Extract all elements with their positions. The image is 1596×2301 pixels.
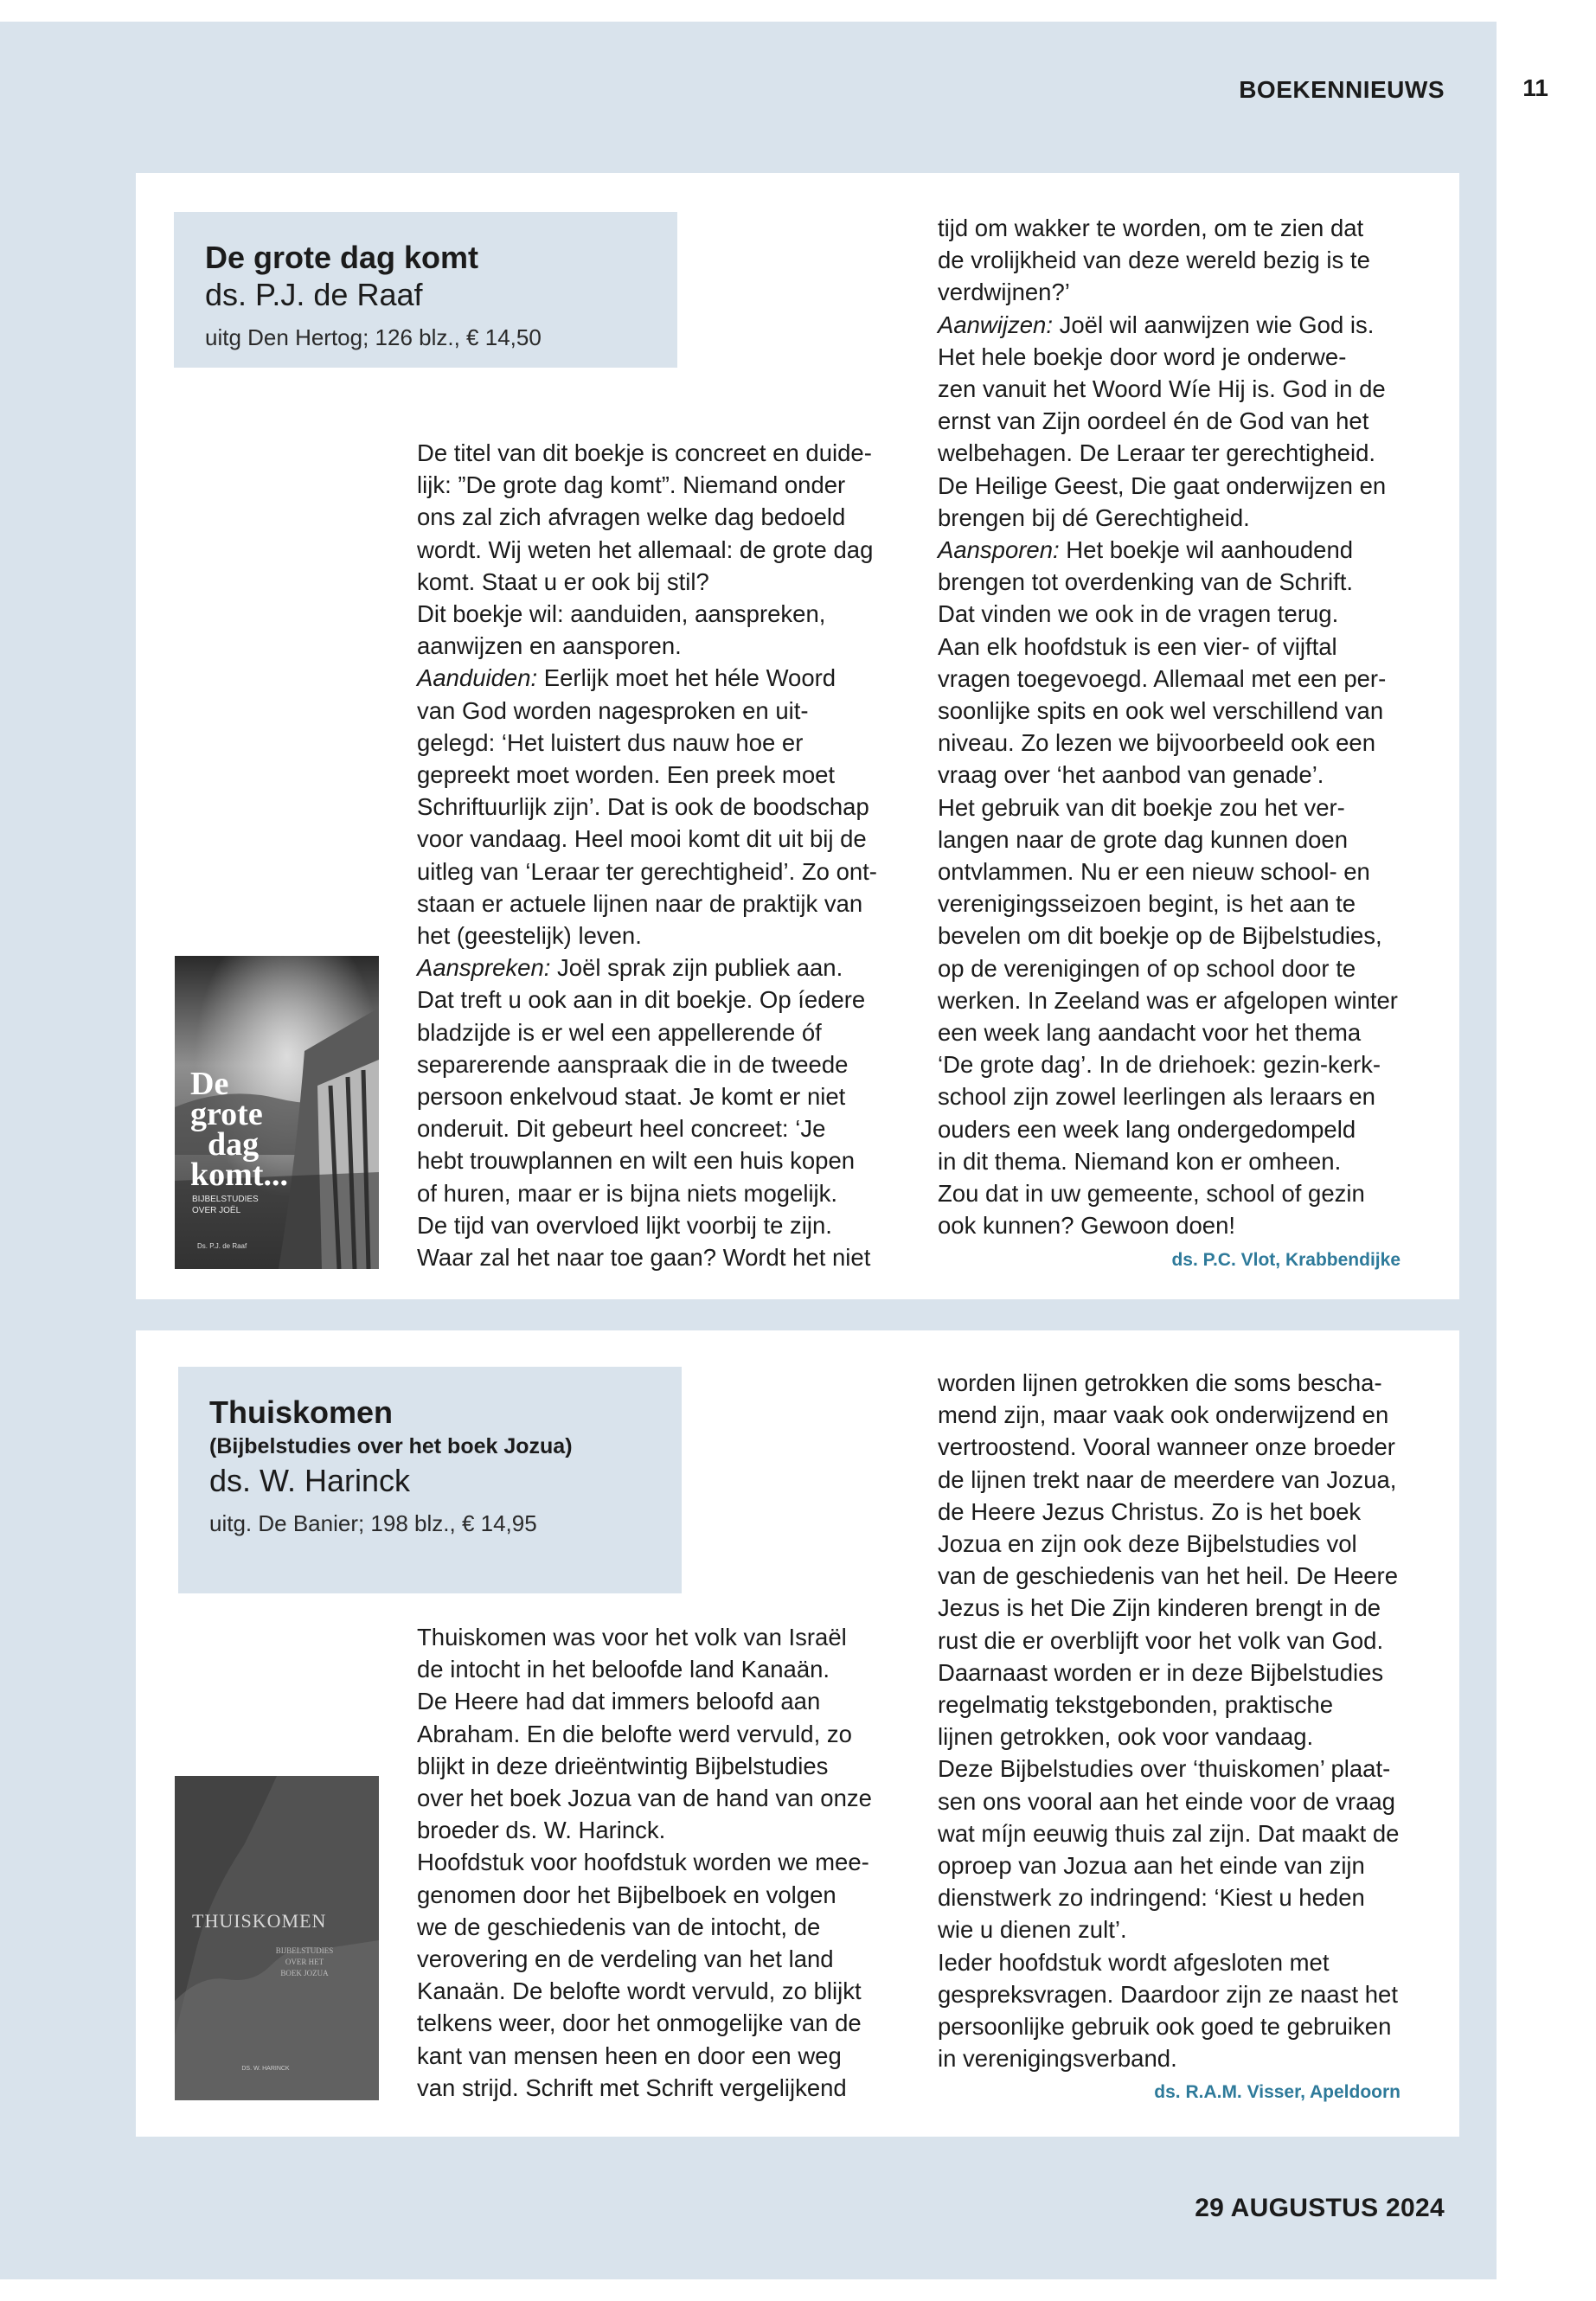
text-line: Schriftuurlijk zijn’. Dat is ook de boodschap	[417, 793, 869, 821]
text-line: persoonlijke gebruik ook goed te gebruiken	[938, 2013, 1392, 2041]
text-line: ons zal zich afvragen welke dag bedoeld	[417, 503, 846, 531]
text-line: Jozua en zijn ook deze Bijbelstudies vol	[938, 1530, 1357, 1558]
review-2-column-right	[938, 1367, 1439, 2106]
text-line: bladzijde is er wel een appellerende óf	[417, 1018, 822, 1046]
text-line: De titel van dit boekje is concreet en duide-	[417, 439, 872, 466]
text-line: van strijd. Schrift met Schrift vergelijkend	[417, 2073, 847, 2101]
cover-subtitle-line-2: OVER HET	[285, 1958, 324, 1966]
text-line: Jezus is het Die Zijn kinderen brengt in de	[938, 1594, 1381, 1622]
text-line: lijk: ”De grote dag komt”. Niemand onder	[417, 471, 846, 499]
text-line: in dit thema. Niemand kon er omheen.	[938, 1147, 1342, 1175]
text-line: worden lijnen getrokken die soms bescha-	[938, 1369, 1382, 1396]
book-author: ds. P.J. de Raaf	[205, 277, 423, 312]
text-line: Waar zal het naar toe gaan? Wordt het niet	[417, 1244, 871, 1272]
label-aanwijzen: Aanwijzen:	[938, 311, 1053, 338]
reviewer-signature: ds. P.C. Vlot, Krabbendijke	[1171, 1249, 1401, 1270]
text-line: Zou dat in uw gemeente, school of gezin	[938, 1180, 1365, 1208]
text-line: aanwijzen en aansporen.	[417, 632, 682, 660]
text-line: soonlijke spits en ook wel verschillend van	[938, 697, 1384, 725]
text-line: Ieder hoofdstuk wordt afgesloten met	[938, 1948, 1330, 1976]
issue-date: 29 AUGUSTUS 2024	[1195, 2194, 1445, 2222]
text-line: Dat vinden we ook in de vragen terug.	[938, 600, 1339, 628]
text-line: van de geschiedenis van het heil. De Heere	[938, 1562, 1399, 1590]
text-line: mend zijn, maar vaak ook onderwijzend en	[938, 1401, 1389, 1429]
text-line: welbehagen. De Leraar ter gerechtigheid.	[938, 439, 1376, 467]
text-line: Het gebruik van dit boekje zou het ver-	[938, 793, 1345, 821]
section-label: BOEKENNIEUWS	[1239, 76, 1445, 103]
text-line: dienstwerk zo indringend: ‘Kiest u heden	[938, 1884, 1365, 1912]
cover-subtitle-line-3: BOEK JOZUA	[280, 1969, 329, 1977]
page-number: 11	[1522, 74, 1548, 101]
text-line: verdwijnen?’	[938, 279, 1070, 306]
text-line: Aansporen: Het boekje wil aanhoudend	[938, 536, 1354, 564]
text-line: brengen tot overdenking van de Schrift.	[938, 568, 1354, 596]
text-line: staan er actuele lijnen naar de praktijk van	[417, 889, 863, 917]
reviewer-signature: ds. R.A.M. Visser, Apeldoorn	[1154, 2082, 1401, 2103]
book-author: ds. W. Harinck	[209, 1463, 411, 1498]
text-line: broeder ds. W. Harinck.	[417, 1817, 666, 1844]
text-line: vertroostend. Vooral wanneer onze broeder	[938, 1433, 1395, 1461]
cover-subtitle-line-1: BIJBELSTUDIES	[275, 1946, 334, 1955]
text-line: over het boek Jozua van de hand van onze	[417, 1785, 872, 1812]
cover-title-line-1: De	[190, 1066, 229, 1102]
text-line: vragen toegevoegd. Allemaal met een per-	[938, 664, 1387, 692]
text-line: De Heilige Geest, Die gaat onderwijzen en	[938, 471, 1387, 499]
text-line: zen vanuit het Woord Wíe Hij is. God in de	[938, 375, 1386, 403]
text-line: gespreksvragen. Daardoor zijn ze naast het	[938, 1980, 1398, 2008]
text-line: wat míjn eeuwig thuis zal zijn. Dat maakt de	[938, 1819, 1400, 1847]
book-title: Thuiskomen	[209, 1394, 394, 1430]
text-line: school zijn zowel leerlingen als leraars en	[938, 1083, 1375, 1111]
cover-subtitle-line-1: BIJBELSTUDIES	[192, 1195, 259, 1204]
cover-title-line-2: grote	[190, 1096, 263, 1132]
book-subtitle: (Bijbelstudies over het boek Jozua)	[209, 1434, 573, 1458]
text-line: Aan elk hoofdstuk is een vier- of vijftal	[938, 632, 1337, 660]
text-line: bevelen om dit boekje op de Bijbelstudies,	[938, 922, 1382, 950]
book-publisher: uitg. De Banier; 198 blz., € 14,95	[209, 1510, 537, 1536]
book-cover-1	[175, 956, 379, 1269]
text-line: gepreekt moet worden. Een preek moet	[417, 761, 836, 789]
text-line: blijkt in deze drieëntwintig Bijbelstudies	[417, 1752, 829, 1779]
text-line: vraag over ‘het aanbod van genade’.	[938, 761, 1324, 789]
text-line: separerende aanspraak die in de tweede	[417, 1050, 849, 1078]
book-cover-2	[175, 1776, 379, 2100]
text-line: Daarnaast worden er in deze Bijbelstudies	[938, 1658, 1384, 1686]
text-line: of huren, maar er is bijna niets mogelijk.	[417, 1179, 838, 1207]
text-line: oproep van Jozua aan het einde van zijn	[938, 1852, 1365, 1880]
text-line: verenigingsseizoen begint, is het aan te	[938, 890, 1356, 918]
text-line: uitleg van ‘Leraar ter gerechtigheid’. Zo ont-	[417, 857, 877, 885]
text-line: Aanwijzen: Joël wil aanwijzen wie God is.	[938, 311, 1375, 338]
review-2-column-left	[417, 1621, 910, 2104]
text-line: De tijd van overvloed lijkt voorbij te zijn.	[417, 1211, 832, 1239]
text-line: ontvlammen. Nu er een nieuw school- en	[938, 858, 1370, 886]
text-line: werken. In Zeeland was er afgelopen winter	[938, 986, 1398, 1014]
text-line: de intocht in het beloofde land Kanaän.	[417, 1656, 830, 1683]
text-line: op de verenigingen of op school door te	[938, 954, 1356, 982]
text-line: we de geschiedenis van de intocht, de	[417, 1913, 821, 1940]
text-line: Het hele boekje door word je onderwe-	[938, 343, 1347, 370]
text-line: de lijnen trekt naar de meerdere van Jozua,	[938, 1465, 1397, 1493]
book-header-1	[174, 212, 677, 368]
text-line: een week lang aandacht voor het thema	[938, 1019, 1362, 1047]
text-line: komt. Staat u er ook bij stil?	[417, 567, 709, 595]
text-line: in verenigingsverband.	[938, 2045, 1177, 2073]
text-line: Aanspreken: Joël sprak zijn publiek aan.	[417, 954, 843, 982]
text-line: verovering en de verdeling van het land	[417, 1945, 834, 1973]
label-aansporen: Aansporen:	[938, 536, 1060, 564]
text-line: Kanaän. De belofte wordt vervuld, zo blijkt	[417, 1977, 862, 2005]
text-line: lijnen getrokken, ook voor vandaag.	[938, 1723, 1314, 1751]
review-1-column-right	[938, 212, 1439, 1273]
text-line: genomen door het Bijbelboek en volgen	[417, 1881, 836, 1908]
book-publisher: uitg Den Hertog; 126 blz., € 14,50	[205, 324, 542, 350]
text-line: kant van mensen heen en door een weg	[417, 2041, 842, 2069]
text-line: de vrolijkheid van deze wereld bezig is te	[938, 247, 1370, 274]
cover-subtitle-line-2: OVER JOËL	[192, 1206, 241, 1215]
text-line: telkens weer, door het onmogelijke van de	[417, 2009, 862, 2037]
cover-title-line-3: dag	[208, 1126, 260, 1163]
text-line: Thuiskomen was voor het volk van Israël	[417, 1624, 847, 1650]
text-line: persoon enkelvoud staat. Je komt er niet	[417, 1083, 846, 1111]
text-line: ‘De grote dag’. In de driehoek: gezin-kerk-	[938, 1051, 1381, 1079]
cover-author: DS. W. HARINCK	[241, 2066, 290, 2072]
review-card-1	[136, 173, 1459, 1299]
text-line: regelmatig tekstgebonden, praktische	[938, 1691, 1334, 1719]
text-line: brengen bij dé Gerechtigheid.	[938, 503, 1250, 531]
cover-title: THUISKOMEN	[192, 1910, 327, 1932]
book-title: De grote dag komt	[205, 240, 479, 275]
text-line: gelegd: ‘Het luistert dus nauw hoe er	[417, 728, 804, 756]
text-line: Dat treft u ook aan in dit boekje. Op íedere	[417, 986, 866, 1014]
text-line: Deze Bijbelstudies over ‘thuiskomen’ plaat-	[938, 1755, 1391, 1783]
text-line: de Heere Jezus Christus. Zo is het boek	[938, 1497, 1362, 1525]
text-line: tijd om wakker te worden, om te zien dat	[938, 215, 1364, 241]
cover-title-line-4: komt...	[190, 1157, 288, 1193]
text-line: wordt. Wij weten het allemaal: de grote dag	[417, 535, 874, 563]
label-aanduiden: Aanduiden:	[417, 664, 538, 692]
text-line: Dit boekje wil: aanduiden, aanspreken,	[417, 600, 826, 628]
text-line: sen ons vooral aan het einde voor de vraag	[938, 1787, 1395, 1815]
book-header-2	[178, 1367, 682, 1593]
text-line: voor vandaag. Heel mooi komt dit uit bij de	[417, 825, 867, 853]
text-line: ook kunnen? Gewoon doen!	[938, 1212, 1236, 1240]
label-aanspreken: Aanspreken:	[417, 954, 551, 982]
text-line: Abraham. En die belofte werd vervuld, zo	[417, 1720, 852, 1747]
review-1-column-left	[417, 437, 910, 1273]
text-line: ernst van Zijn oordeel én de God van het	[938, 407, 1369, 435]
text-line: Aanduiden: Eerlijk moet het héle Woord	[417, 664, 836, 692]
cover-author: Ds. P.J. de Raaf	[197, 1242, 247, 1250]
text-line: hebt trouwplannen en wilt een huis kopen	[417, 1147, 856, 1175]
text-line: niveau. Zo lezen we bijvoorbeeld ook een	[938, 729, 1376, 757]
text-line: Hoofdstuk voor hoofdstuk worden we mee-	[417, 1849, 869, 1876]
text-line: ouders een week lang ondergedompeld	[938, 1115, 1356, 1143]
text-line: rust die er overblijft voor het volk van God.	[938, 1626, 1384, 1654]
text-line: het (geestelijk) leven.	[417, 922, 642, 950]
text-line: wie u dienen zult’.	[938, 1916, 1127, 1944]
text-line: langen naar de grote dag kunnen doen	[938, 825, 1349, 853]
review-card-2	[136, 1330, 1459, 2137]
text-line: De Heere had dat immers beloofd aan	[417, 1688, 821, 1715]
text-line: van God worden nagesproken en uit-	[417, 696, 809, 724]
text-line: onderuit. Dit gebeurt heel concreet: ‘Je	[417, 1115, 826, 1143]
